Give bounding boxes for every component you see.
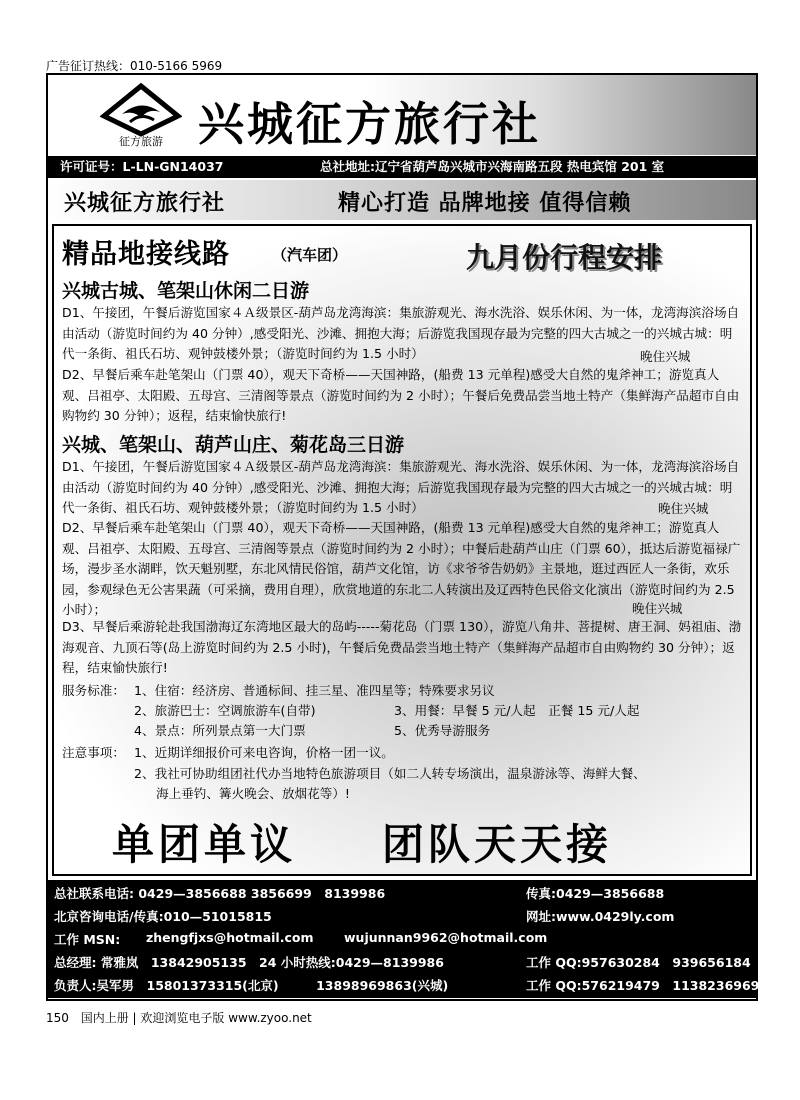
- route2-day2-stay: 晚住兴城: [632, 601, 683, 616]
- slogan-motto: 精心打造 品牌地接 值得信赖: [338, 191, 632, 216]
- big-slogan-daily: 团队天天接: [382, 820, 613, 869]
- service-item-guide: 5、优秀导游服务: [394, 723, 491, 738]
- route2-title: 兴城、笔架山、葫芦山庄、菊花岛三日游: [62, 434, 405, 456]
- slogan-agency: 兴城征方旅行社: [64, 191, 226, 216]
- service-item-lodging: 1、住宿：经济房、普通标间、挂三星、准四星等；特殊要求另议: [134, 683, 495, 698]
- route1-day1: D1、午接团，午餐后游览国家４Ａ级景区-葫芦岛龙湾海滨：集旅游观光、海水洗浴、娱乐休闲、为一体，龙湾海滨浴场自由活动（游览时间约为 40 分钟）,感受阳光、沙滩、拥抱大海；后游览我国现存最为完整的四大古城之一的兴城古城：明代一条街、祖氏石坊、观钟鼓楼外景；（游览时间约为 1.5 小时）: [62, 305, 740, 362]
- service-item-bus: 2、旅游巴士：空调旅游车(自带): [134, 703, 316, 718]
- service-item-meals: 3、用餐：早餐 5 元/人起 正餐 15 元/人起: [394, 703, 640, 718]
- beijing-phone: 北京咨询电话/传真:010—51015815: [54, 909, 272, 924]
- route2-day2: D2、早餐后乘车赴笔架山（门票 40），观天下奇桥——天国神路，(船费 13 元单程)感受大自然的鬼斧神工；游览真人观、吕祖亭、太阳殿、五母宫、三清阁等景点（游览时间约为 2 小时）；中餐后赴葫芦山庄（门票 60），抵达后游览福禄广场，漫步圣水湖畔，饮天魁别墅，东北风情民俗馆，葫芦文化馆，访《求爷爷告奶奶》主景地，逛过西匠人一条街，欢乐园，参观绿色无公害果蔬（可采摘，费用自理），欣赏地道的东北二人转演出及辽西特色民俗文化演出（游览时间约为 2.5 小时）；: [62, 520, 741, 618]
- info-bar: [48, 156, 756, 178]
- route1-title: 兴城古城、笔架山休闲二日游: [62, 280, 310, 302]
- fax-number: 传真:0429—3856688: [526, 886, 665, 901]
- notes-label: 注意事项：: [62, 745, 125, 760]
- service-label: 服务标准：: [62, 683, 125, 698]
- work-qq-1: 工作 QQ:957630284 939656184: [526, 955, 751, 970]
- work-qq-2: 工作 QQ:576219479 1138236969: [526, 978, 760, 993]
- notes-item-extras-cont: 海上垂钓、篝火晚会、放烟花等）!: [156, 786, 350, 801]
- notes-item-price: 1、近期详细报价可来电咨询，价格一团一议。: [134, 745, 394, 760]
- route2-day1: D1、午接团，午餐后游览国家４Ａ级景区-葫芦岛龙湾海滨：集旅游观光、海水洗浴、娱乐休闲、为一体，龙湾海滨浴场自由活动（游览时间约为 40 分钟）,感受阳光、沙滩、拥抱大海；后游览我国现存最为完整的四大古城之一的兴城古城：明代一条街、祖氏石坊、观钟鼓楼外景；（游览时间约为 1.5 小时）: [62, 459, 740, 516]
- ad-hotline: 广告征订热线：010-5166 5969: [46, 59, 223, 73]
- service-item-tickets: 4、景点：所列景点第一大门票: [134, 723, 306, 738]
- msn-label: 工作 MSN:: [54, 932, 121, 947]
- msn-email-1[interactable]: zhengfjxs@hotmail.com: [146, 930, 314, 945]
- route2-day3: D3、早餐后乘游轮赴我国渤海辽东湾地区最大的岛屿-----菊花岛（门票 130），游览八角井、菩提树、唐王洞、妈祖庙、渤海观音、九顶石等(岛上游览时间约为 2.5 小时)，午餐后免费品尝当地土特产（集鲜海产品超市自由购物约 30 分钟）；返程，结束愉快旅行!: [62, 619, 742, 676]
- logo-text: 征方旅游: [119, 135, 163, 148]
- license-number: 许可证号：L-LN-GN14037: [60, 159, 224, 174]
- page-footer-line: [46, 1009, 312, 1026]
- route2-day1-stay: 晚住兴城: [658, 501, 709, 516]
- head-office-address: 总社地址:辽宁省葫芦岛兴城市兴海南路五段 热电宾馆 201 室: [320, 159, 665, 174]
- route1-day2: D2、早餐后乘车赴笔架山（门票 40），观天下奇桥——天国神路，(船费 13 元单程)感受大自然的鬼斧神工；游览真人观、吕祖亭、太阳殿、五母宫、三清阁等景点（游览时间约为 2 小时）；午餐后免费品尝当地土特产（集鲜海产品超市自由购物约 30 分钟）；返程，结束愉快旅行!: [62, 367, 740, 424]
- big-slogan-single-group: 单团单议: [112, 820, 297, 869]
- section-title: 精品地接线路: [62, 239, 230, 270]
- msn-email-2[interactable]: wujunnan9962@hotmail.com: [344, 930, 548, 945]
- september-schedule-title: 九月份行程安排: [466, 241, 663, 274]
- general-manager: 总经理: 常雅岚 13842905135 24 小时热线:0429—8139986: [54, 955, 444, 970]
- contact-footer: [48, 880, 760, 998]
- head-office-phone: 总社联系电话: 0429—3856688 3856699 8139986: [54, 886, 386, 901]
- page-number: 150: [46, 1011, 69, 1025]
- agency-title: 兴城征方旅行社: [198, 97, 541, 151]
- notes-item-extras: 2、我社可协助组团社代办当地特色旅游项目（如二人转专场演出，温泉游泳等、海鲜大餐、: [134, 766, 646, 781]
- section-subtitle: （汽车团）: [272, 246, 348, 264]
- page-footer-text: 国内上册 | 欢迎浏览电子版 www.zyoo.net: [80, 1011, 312, 1025]
- slogan-bar: [48, 180, 756, 220]
- route1-day1-stay: 晚住兴城: [640, 349, 691, 364]
- website-link[interactable]: 网址:www.0429ly.com: [526, 909, 675, 924]
- person-in-charge: 负责人:吴军男 15801373315(北京) 13898969863(兴城): [54, 978, 449, 993]
